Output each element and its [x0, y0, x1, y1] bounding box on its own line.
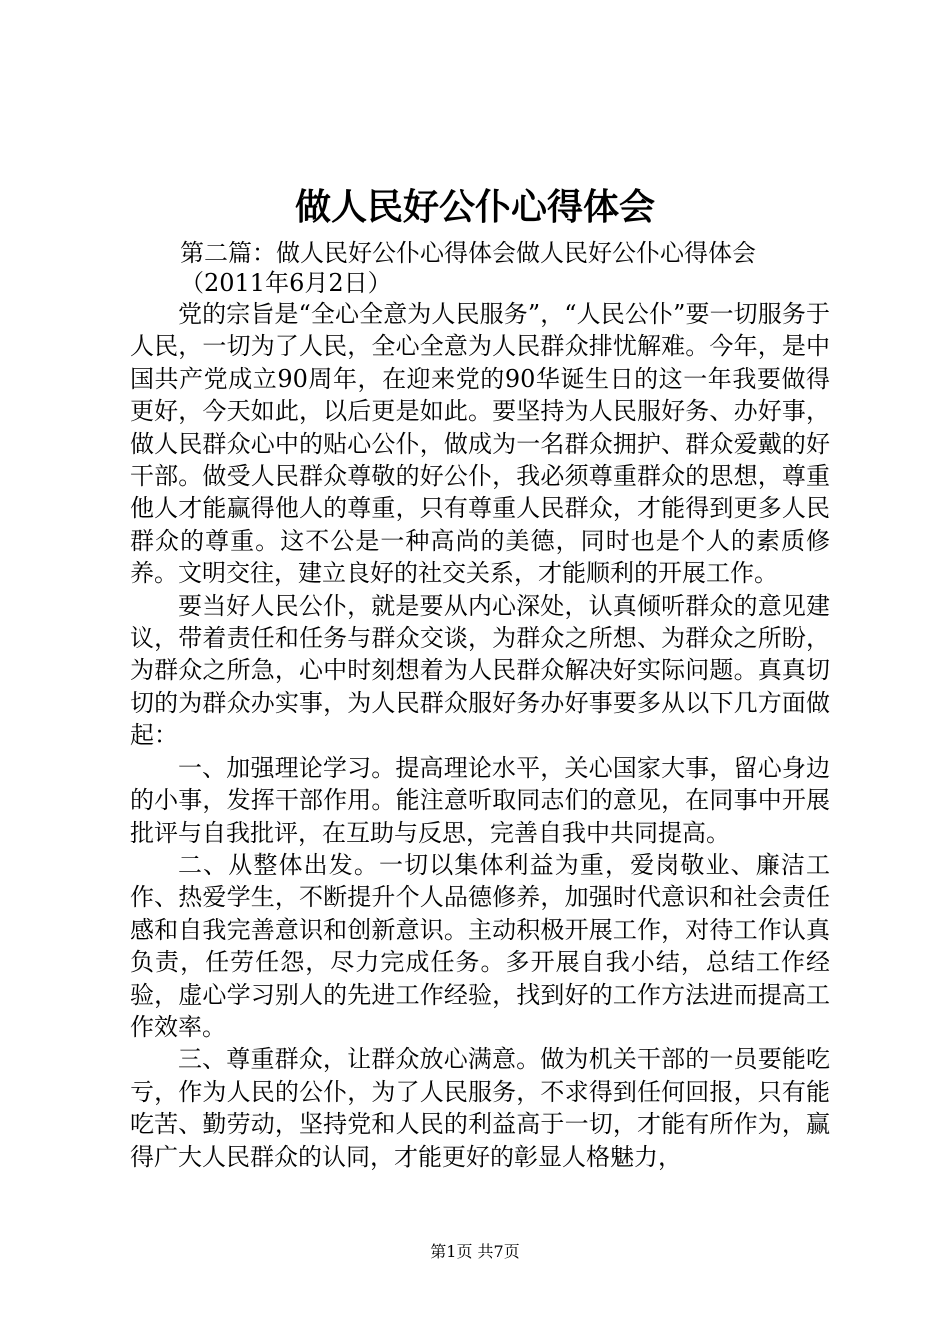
- body-paragraph: 一、加强理论学习。提高理论水平，关心国家大事，留心身边的小事，发挥干部作用。能注意听取同志们的意见，在同事中开展批评与自我批评，在互助与反思，完善自我中共同提高。: [130, 753, 830, 847]
- body-paragraph: 要当好人民公仆，就是要从内心深处，认真倾听群众的意见建议，带着责任和任务与群众交谈，为群众之所想、为群众之所盼，为群众之所急，心中时刻想着为人民群众解决好实际问题。真真切切的为群众办实事，为人民群众服好务办好事要多从以下几方面做起：: [130, 591, 830, 750]
- body-paragraph: 三、尊重群众，让群众放心满意。做为机关干部的一员要能吃亏，作为人民的公仆，为了人民服务，不求得到任何回报，只有能吃苦、勤劳动，坚持党和人民的利益高于一切，才能有所作为，赢得广大人民群众的认同，才能更好的彰显人格魅力，: [130, 1045, 830, 1171]
- document-body: [130, 298, 830, 1173]
- document-title: 做人民好公仆心得体会: [294, 187, 655, 228]
- subtitle-date: （2011年6月2日）: [180, 269, 392, 297]
- body-paragraph: 党的宗旨是“全心全意为人民服务”，“人民公仆”要一切服务于人民，一切为了人民，全心全意为人民群众排忧解难。今年，是中国共产党成立90周年，在迎来党的90华诞生日的这一年我要做得更好，今天如此，以后更是如此。要坚持为人民服好务、办好事，做人民群众心中的贴心公仆，做成为一名群众拥护、群众爱戴的好干部。做受人民群众尊敬的好公仆，我必须尊重群众的思想，尊重他人才能赢得他人的尊重，只有尊重人民群众，才能得到更多人民群众的尊重。这不公是一种高尚的美德，同时也是个人的素质修养。文明交往，建立良好的社交关系，才能顺利的开展工作。: [130, 300, 830, 588]
- page-number-footer: 第1页 共7页: [430, 1242, 520, 1261]
- subtitle-line: 第二篇：做人民好公仆心得体会做人民好公仆心得体会: [180, 239, 756, 267]
- document-subtitle: [180, 238, 830, 298]
- body-paragraph: 二、从整体出发。一切以集体利益为重，爱岗敬业、廉洁工作、热爱学生，不断提升个人品德修养，加强时代意识和社会责任感和自我完善意识和创新意识。主动积极开展工作，对待工作认真负责，任劳任怨，尽力完成任务。多开展自我小结，总结工作经验，虚心学习别人的先进工作经验，找到好的工作方法进而提高工作效率。: [130, 850, 830, 1041]
